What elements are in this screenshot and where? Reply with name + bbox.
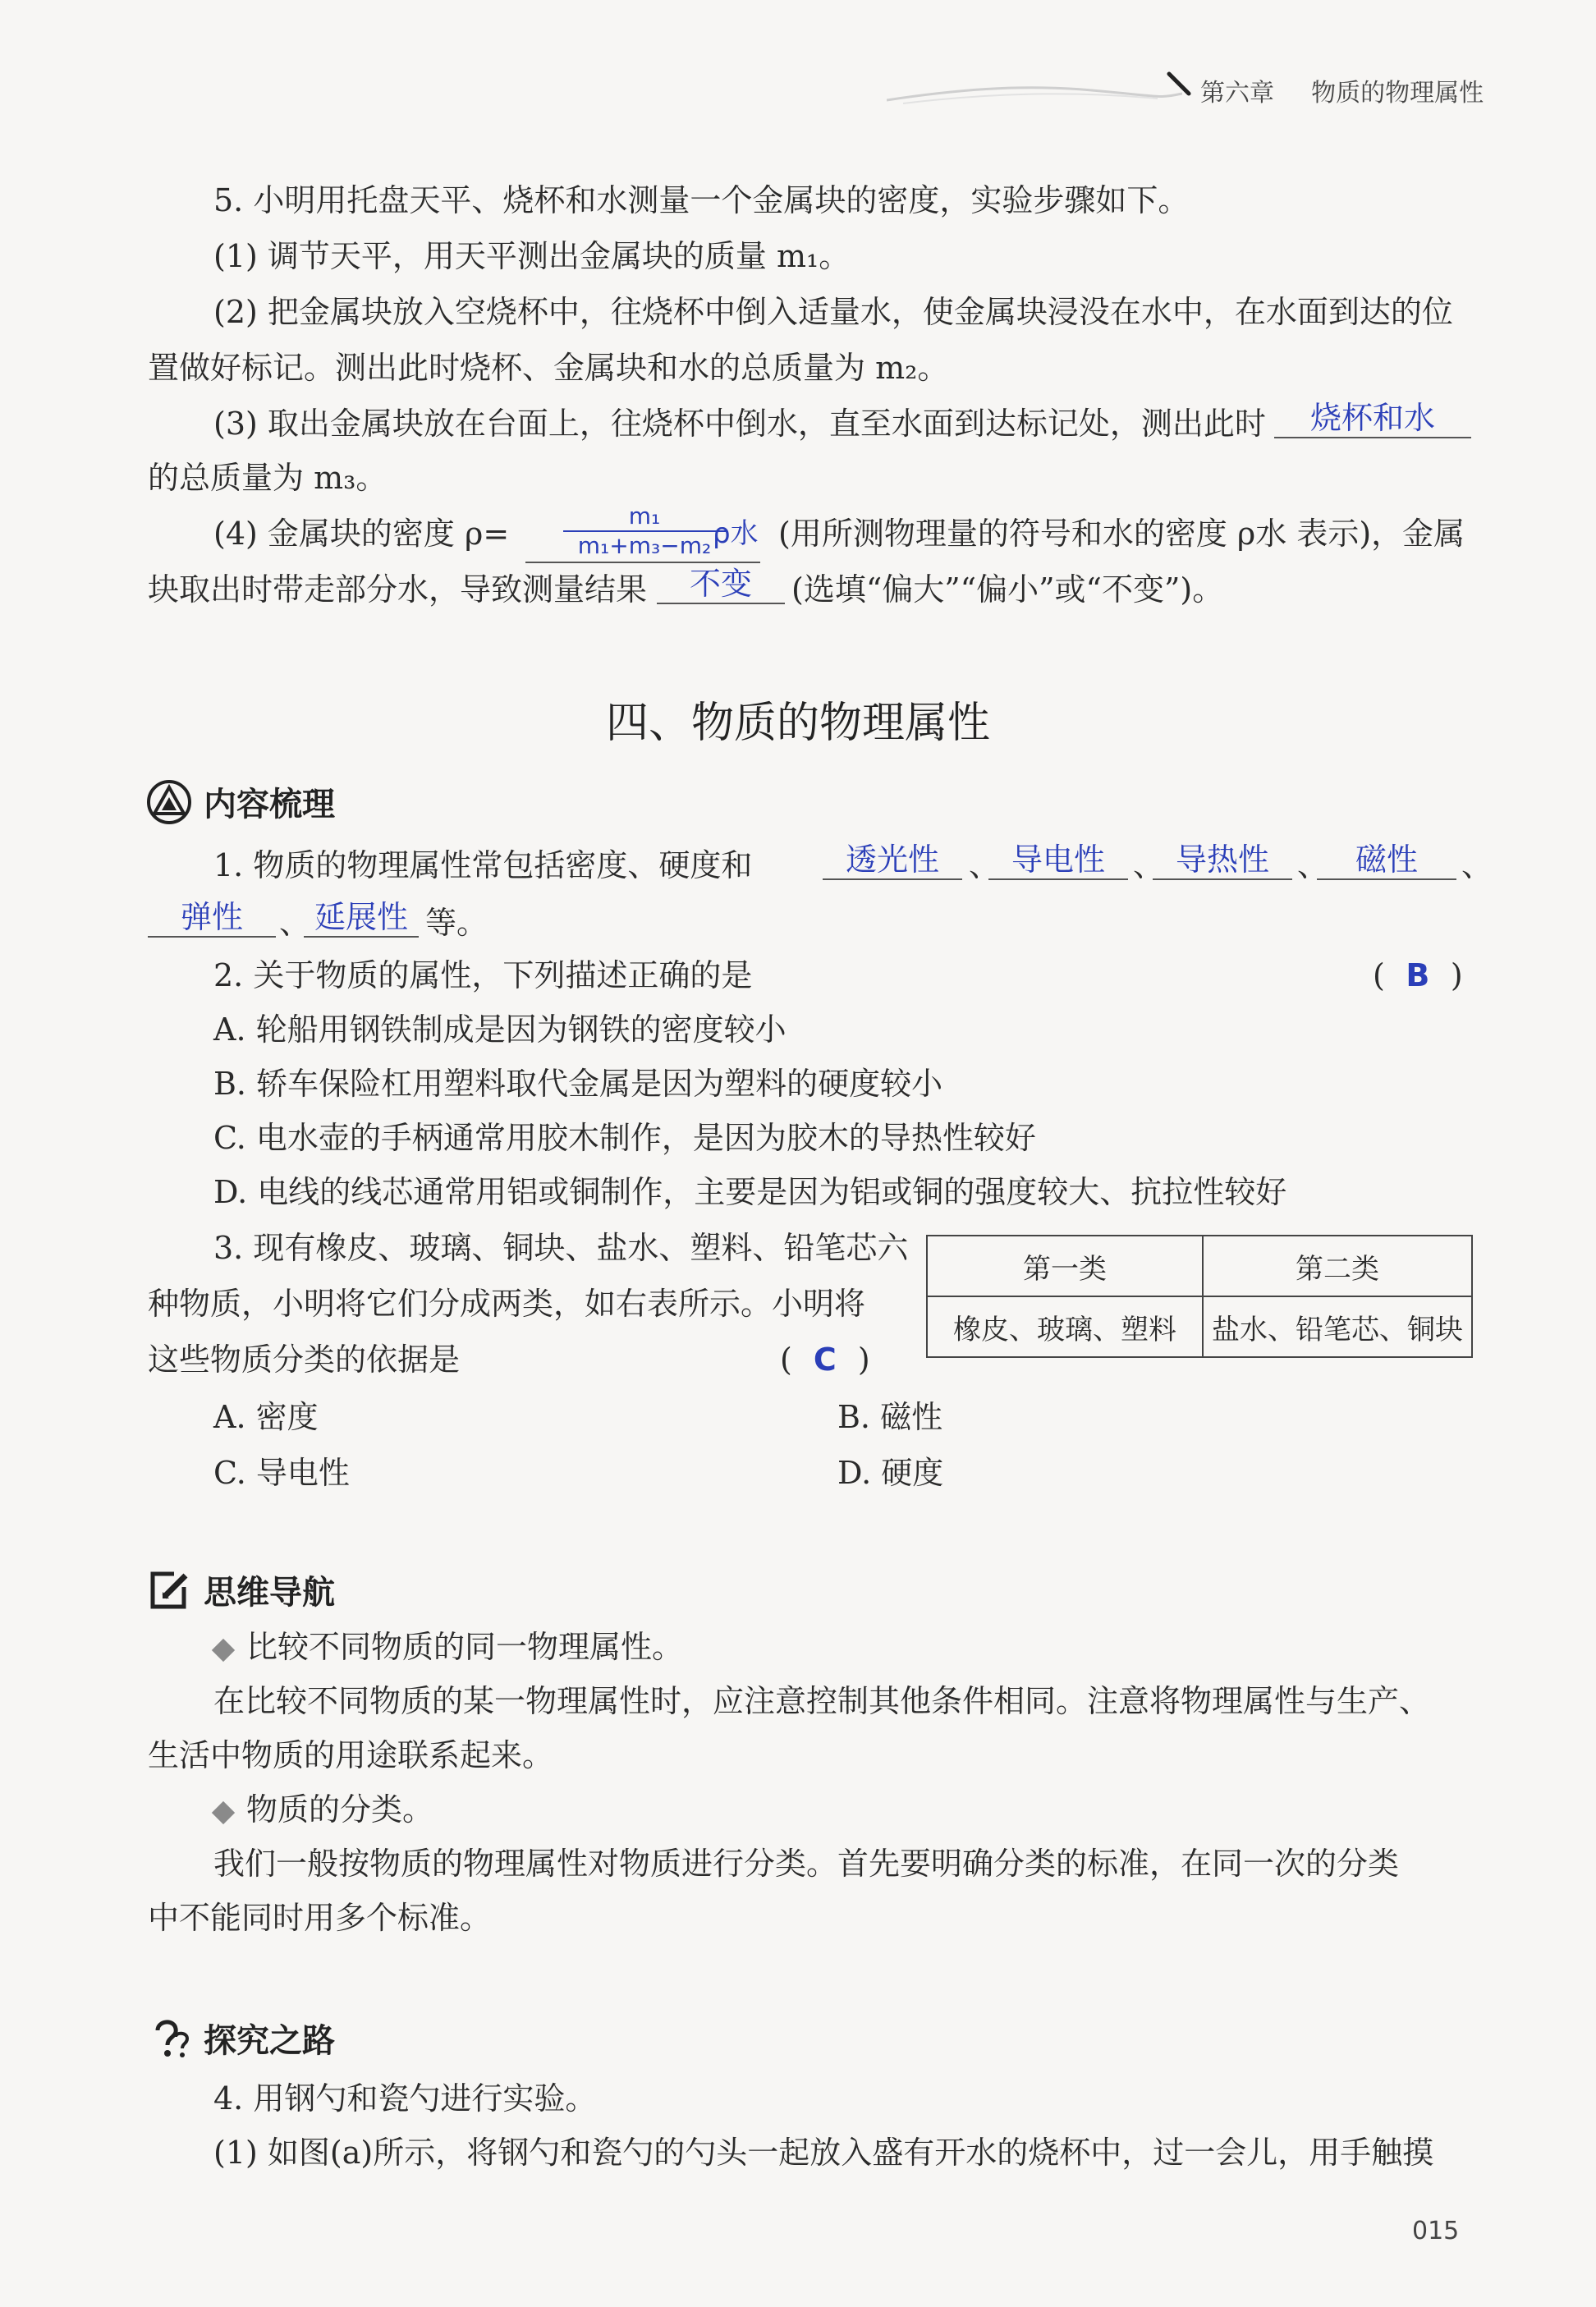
q5-step4-answer: 不变 bbox=[689, 566, 752, 602]
q5-step4-line2-prefix: 块取出时带走部分水，导致测量结果 bbox=[148, 571, 648, 608]
q2-option-d: D. 电线的线芯通常用铝或铜制作，主要是因为铝或铜的强度较大、抗拉性较好 bbox=[213, 1174, 1287, 1210]
thinking-point2-line1: 我们一般按物质的物理属性对物质进行分类。首先要明确分类的标准，在同一次的分类 bbox=[213, 1846, 1400, 1882]
q5-step3-answer: 烧杯和水 bbox=[1309, 400, 1435, 436]
q5-rho-water: ρ水 bbox=[713, 517, 759, 550]
q1-sep-1: 、 bbox=[969, 847, 1001, 883]
q2-option-b: B. 轿车保险杠用塑料取代金属是因为塑料的硬度较小 bbox=[213, 1066, 943, 1102]
fraction-numerator: m₁ bbox=[628, 502, 661, 530]
content-heading-text: 内容梳理 bbox=[204, 786, 335, 823]
q1-blank-2 bbox=[988, 837, 1128, 880]
q5-step4-suffix: (用所测物理量的符号和水的密度 ρ水 表示)，金属 bbox=[778, 516, 1465, 552]
q2-answer-bracket: ( B ) bbox=[1373, 957, 1463, 993]
q1-blank-1 bbox=[823, 837, 962, 880]
q3-answer-bracket: ( C ) bbox=[780, 1342, 870, 1378]
page-number: 015 bbox=[1412, 2217, 1460, 2245]
q3-line2: 种物质，小明将它们分成两类，如右表所示。小明将 bbox=[148, 1286, 866, 1322]
thinking-heading bbox=[146, 1566, 335, 1621]
q3-option-c: C. 导电性 bbox=[213, 1455, 350, 1491]
q1-sep-3: 、 bbox=[1297, 847, 1329, 883]
thinking-point1-line2: 生活中物质的用途联系起来。 bbox=[148, 1737, 554, 1773]
q1-answer-4: 磁性 bbox=[1355, 842, 1418, 878]
q2-answer: B bbox=[1406, 957, 1430, 993]
thinking-point2-title bbox=[215, 1791, 433, 1828]
q1-prefix: 1. 物质的物理属性常包括密度、硬度和 bbox=[213, 847, 753, 883]
q3-line3: 这些物质分类的依据是 bbox=[148, 1342, 461, 1378]
q3-classification-table bbox=[926, 1235, 1473, 1358]
q3-option-d: D. 硬度 bbox=[837, 1455, 944, 1491]
thinking-point2-title-text: 物质的分类。 bbox=[246, 1791, 434, 1828]
q3-line1: 3. 现有橡皮、玻璃、铜块、盐水、塑料、铅笔芯六 bbox=[213, 1230, 909, 1266]
edit-box-icon bbox=[146, 1567, 192, 1621]
chapter-title: 物质的物理属性 bbox=[1311, 79, 1484, 108]
section-title: 四、物质的物理属性 bbox=[605, 699, 990, 748]
chapter-number: 第六章 bbox=[1200, 79, 1274, 108]
q5-stem: 5. 小明用托盘天平、烧杯和水测量一个金属块的密度，实验步骤如下。 bbox=[213, 182, 1190, 218]
fraction-denominator: m₁+m₃−m₂ bbox=[577, 532, 712, 559]
q5-step3-line2: 的总质量为 m₃。 bbox=[148, 460, 388, 496]
q1-answer-2: 导电性 bbox=[1011, 842, 1105, 878]
q1-sep-5: 、 bbox=[279, 905, 311, 941]
q2-option-c: C. 电水壶的手柄通常用胶木制作，是因为胶木的导热性较好 bbox=[213, 1120, 1036, 1156]
q1-blank-5 bbox=[148, 895, 276, 938]
q3-option-b: B. 磁性 bbox=[837, 1399, 943, 1435]
q1-blank-3 bbox=[1153, 837, 1292, 880]
q5-step2-line1: (2) 把金属块放入空烧杯中，往烧杯中倒入适量水，使金属块浸没在水中，在水面到达的位 bbox=[213, 294, 1453, 330]
q1-sep-2: 、 bbox=[1133, 847, 1165, 883]
q5-step3-line1: (3) 取出金属块放在台面上，往烧杯中倒水，直至水面到达标记处，测出此时 bbox=[213, 406, 1266, 442]
q5-step4-blank bbox=[657, 562, 785, 604]
table-header-cell: 第二类 bbox=[1203, 1236, 1472, 1296]
q1-answer-1: 透光性 bbox=[845, 842, 939, 878]
thinking-point2-line2: 中不能同时用多个标准。 bbox=[148, 1900, 492, 1936]
table-cell: 盐水、铅笔芯、铜块 bbox=[1203, 1296, 1472, 1357]
q3-option-a: A. 密度 bbox=[213, 1399, 319, 1435]
thinking-heading-text: 思维导航 bbox=[204, 1574, 335, 1612]
header-swoosh bbox=[887, 66, 1182, 107]
header-chapter bbox=[1200, 72, 1484, 108]
thinking-point1-title-text: 比较不同物质的同一物理属性。 bbox=[246, 1629, 684, 1665]
q5-step1: (1) 调节天平，用天平测出金属块的质量 m₁。 bbox=[213, 238, 851, 274]
q1-answer-6: 延展性 bbox=[314, 899, 408, 935]
question-mark-icon bbox=[146, 2016, 192, 2070]
table-header-row bbox=[927, 1236, 1472, 1296]
q5-step2-line2: 置做好标记。测出此时烧杯、金属块和水的总质量为 m₂。 bbox=[148, 350, 949, 386]
table-header-cell: 第一类 bbox=[927, 1236, 1203, 1296]
q4-part1: (1) 如图(a)所示，将钢勺和瓷勺的勺头一起放入盛有开水的烧杯中，过一会儿，用手触摸 bbox=[213, 2135, 1434, 2171]
header-decoration bbox=[887, 66, 1182, 107]
explore-heading-text: 探究之路 bbox=[204, 2022, 335, 2060]
q1-answer-5: 弹性 bbox=[180, 899, 243, 935]
q5-step3-blank bbox=[1274, 396, 1471, 438]
q1-suffix: 等。 bbox=[425, 905, 488, 941]
q5-step4-prefix: (4) 金属块的密度 ρ= bbox=[213, 516, 510, 552]
thinking-point1-title bbox=[215, 1629, 683, 1665]
triangle-circle-icon bbox=[146, 779, 192, 833]
content-heading bbox=[146, 778, 335, 833]
q3-answer: C bbox=[813, 1342, 837, 1378]
diamond-bullet-icon bbox=[212, 1800, 235, 1823]
q1-sep-4: 、 bbox=[1461, 847, 1493, 883]
pen-icon bbox=[1166, 69, 1195, 102]
q5-step4-line2-suffix: (选填“偏大”“偏小”或“不变”)。 bbox=[791, 571, 1224, 608]
q1-blank-4 bbox=[1317, 837, 1456, 880]
table-row bbox=[927, 1296, 1472, 1357]
q1-answer-3: 导热性 bbox=[1175, 842, 1269, 878]
q4-stem: 4. 用钢勺和瓷勺进行实验。 bbox=[213, 2080, 597, 2117]
q5-density-fraction bbox=[558, 502, 731, 560]
table-cell: 橡皮、玻璃、塑料 bbox=[927, 1296, 1203, 1357]
thinking-point1-line1: 在比较不同物质的某一物理属性时，应注意控制其他条件相同。注意将物理属性与生产、 bbox=[213, 1683, 1431, 1719]
q1-blank-6 bbox=[304, 895, 419, 938]
diamond-bullet-icon bbox=[212, 1638, 235, 1661]
q2-stem: 2. 关于物质的属性，下列描述正确的是 bbox=[213, 957, 753, 993]
q2-option-a: A. 轮船用钢铁制成是因为钢铁的密度较小 bbox=[213, 1011, 787, 1048]
explore-heading bbox=[146, 2015, 335, 2070]
